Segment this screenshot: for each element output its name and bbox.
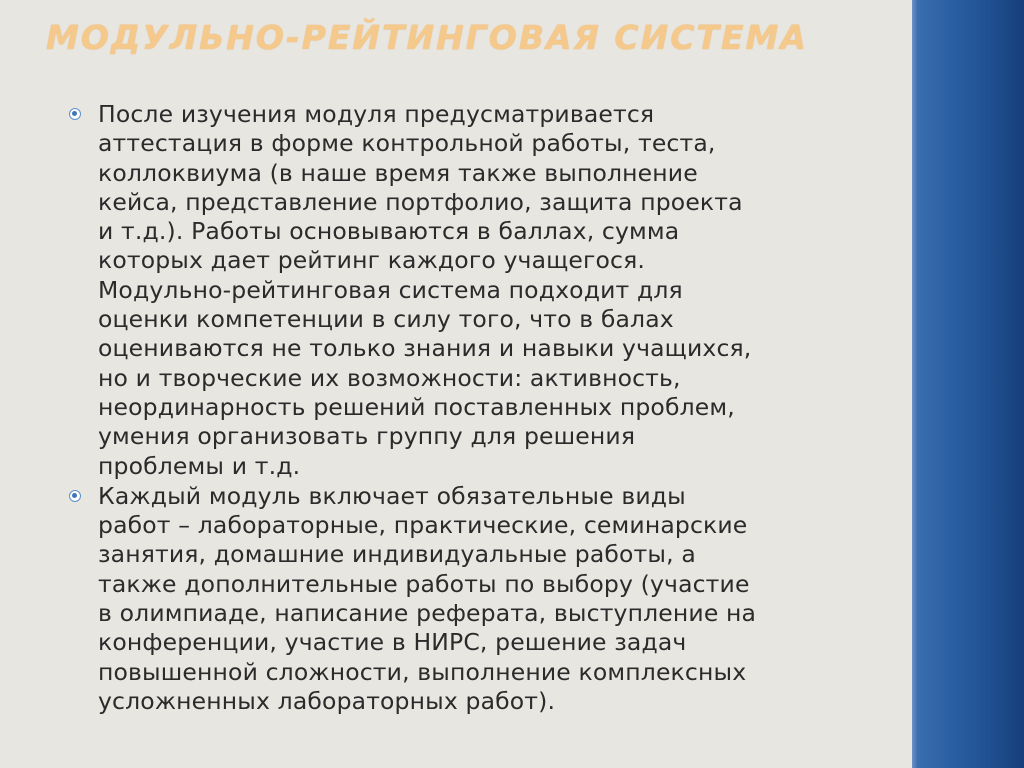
text-line: После изучения модуля предусматривается — [98, 100, 655, 128]
circle-bullet-icon — [69, 490, 81, 502]
text-line: Каждый модуль включает обязательные виды — [98, 481, 686, 510]
slide-content — [66, 100, 866, 717]
slide-title: МОДУЛЬНО-РЕЙТИНГОВАЯ СИСТЕМА — [46, 18, 808, 57]
text-line: Модульно-рейтинговая система подходит для — [98, 275, 683, 304]
text-line: неординарность решений поставленных проблем, — [98, 392, 735, 421]
text-line: оценки компетенции в силу того, что в балах — [98, 305, 674, 334]
circle-bullet-icon — [69, 108, 81, 120]
text-line: проблемы и т.д. — [98, 451, 301, 480]
text-line: которых дает рейтинг каждого учащегося. — [98, 246, 646, 275]
text-line: но и творческие их возможности: активность, — [98, 363, 681, 392]
text-line: повышенной сложности, выполнение комплексных — [98, 657, 747, 686]
text-line: работ – лабораторные, практические, семинарские — [98, 511, 748, 540]
text-line: коллоквиума (в наше время также выполнение — [98, 158, 698, 187]
text-line: конференции, участие в НИРС, решение задач — [98, 628, 687, 657]
bullet-text-2 — [98, 482, 866, 716]
text-line: в олимпиаде, написание реферата, выступление на — [98, 599, 757, 628]
text-line: аттестация в форме контрольной работы, теста, — [98, 129, 716, 158]
text-line: оцениваются не только знания и навыки учащихся, — [98, 334, 752, 363]
text-line: усложненных лабораторных работ). — [98, 686, 556, 715]
bullet-item-1 — [66, 100, 866, 481]
bullet-item-2 — [66, 482, 866, 716]
text-line: занятия, домашние индивидуальные работы, а — [98, 540, 696, 569]
text-line: умения организовать группу для решения — [98, 422, 636, 451]
text-line: кейса, представление портфолио, защита проекта — [98, 187, 743, 216]
text-line: и т.д.). Работы основываются в баллах, сумма — [98, 217, 680, 246]
bullet-text-1 — [98, 100, 866, 481]
text-line: также дополнительные работы по выбору (участие — [98, 569, 750, 598]
side-decorative-band — [912, 0, 1024, 768]
